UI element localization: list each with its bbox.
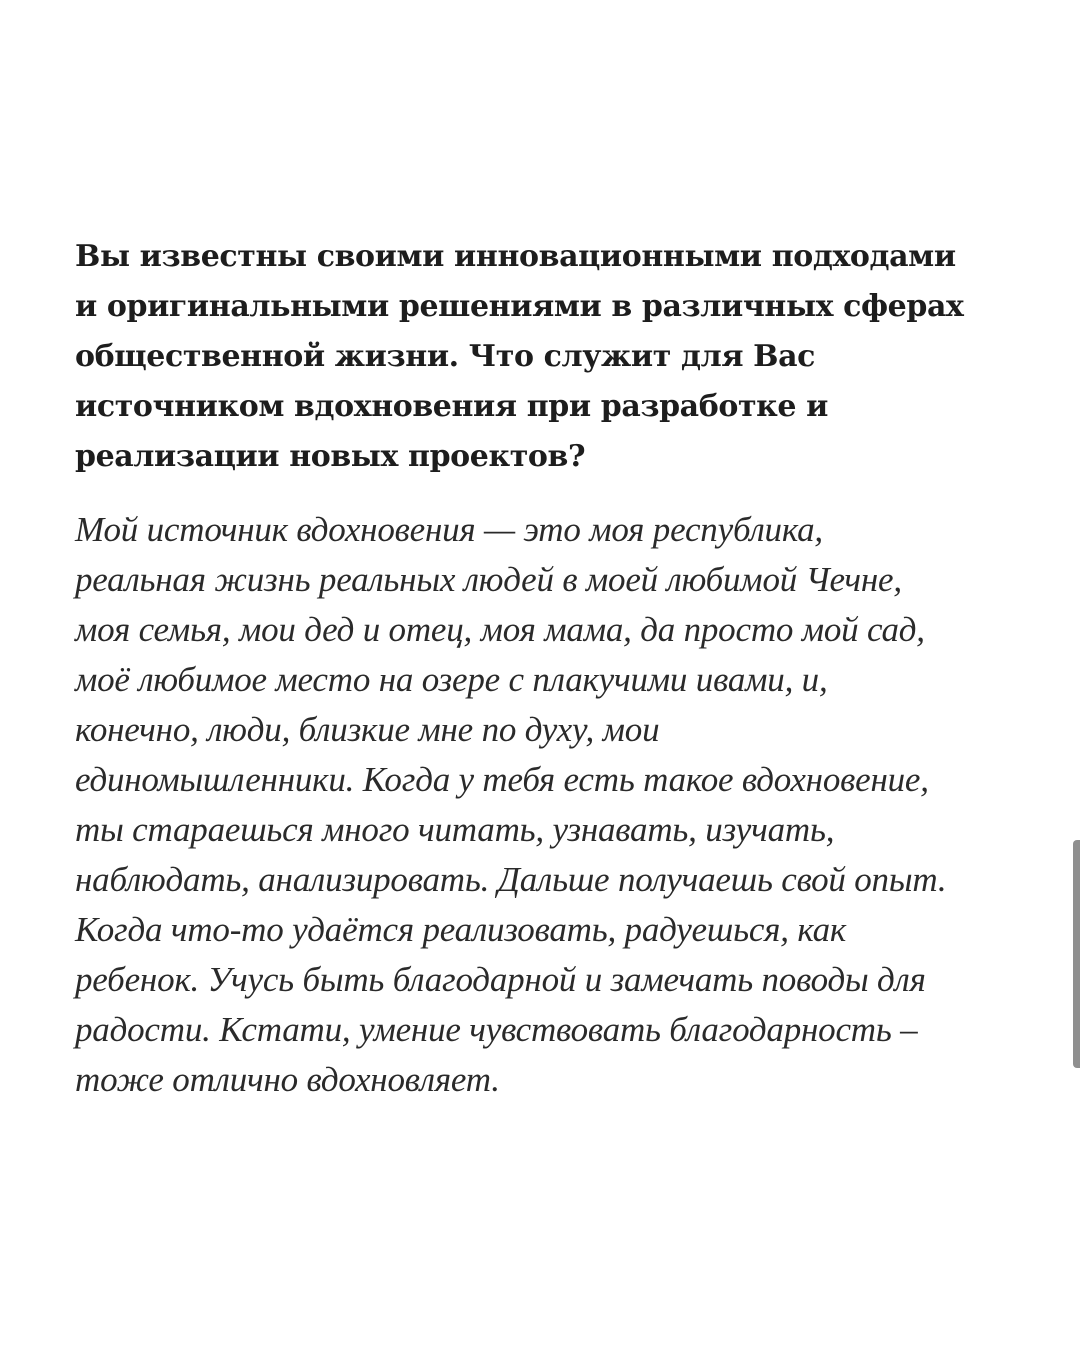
answer-line: моя семья, мои дед и отец, моя мама, да просто мой сад, bbox=[75, 610, 925, 649]
answer-line: реальная жизнь реальных людей в моей любимой Чечне, bbox=[75, 560, 902, 599]
answer-line: радости. Кстати, умение чувствовать благодарность – bbox=[75, 1010, 918, 1049]
answer-line: наблюдать, анализировать. Дальше получаешь свой опыт. bbox=[75, 860, 947, 899]
answer-line: конечно, люди, близкие мне по духу, мои bbox=[75, 710, 660, 749]
answer-line: единомышленники. Когда у тебя есть такое вдохновение, bbox=[75, 760, 929, 799]
article bbox=[75, 232, 1025, 1105]
answer-line: Мой источник вдохновения — это моя республика, bbox=[75, 510, 823, 549]
answer-line: ребенок. Учусь быть благодарной и замечать поводы для bbox=[75, 960, 926, 999]
answer-line: тоже отлично вдохновляет. bbox=[75, 1060, 500, 1099]
interview-question bbox=[75, 232, 1025, 482]
interview-answer bbox=[75, 505, 1025, 1105]
answer-line: ты стараешься много читать, узнавать, изучать, bbox=[75, 810, 835, 849]
answer-line: моё любимое место на озере с плакучими ивами, и, bbox=[75, 660, 828, 699]
question-line: общественной жизни. Что служит для Вас bbox=[75, 339, 816, 374]
scrollbar-thumb[interactable] bbox=[1073, 840, 1080, 1068]
question-line: и оригинальными решениями в различных сферах bbox=[75, 289, 964, 324]
question-line: Вы известны своими инновационными подходами bbox=[75, 239, 956, 274]
question-line: реализации новых проектов? bbox=[75, 439, 586, 474]
question-line: источником вдохновения при разработке и bbox=[75, 389, 828, 424]
answer-line: Когда что-то удаётся реализовать, радуешься, как bbox=[75, 910, 847, 949]
